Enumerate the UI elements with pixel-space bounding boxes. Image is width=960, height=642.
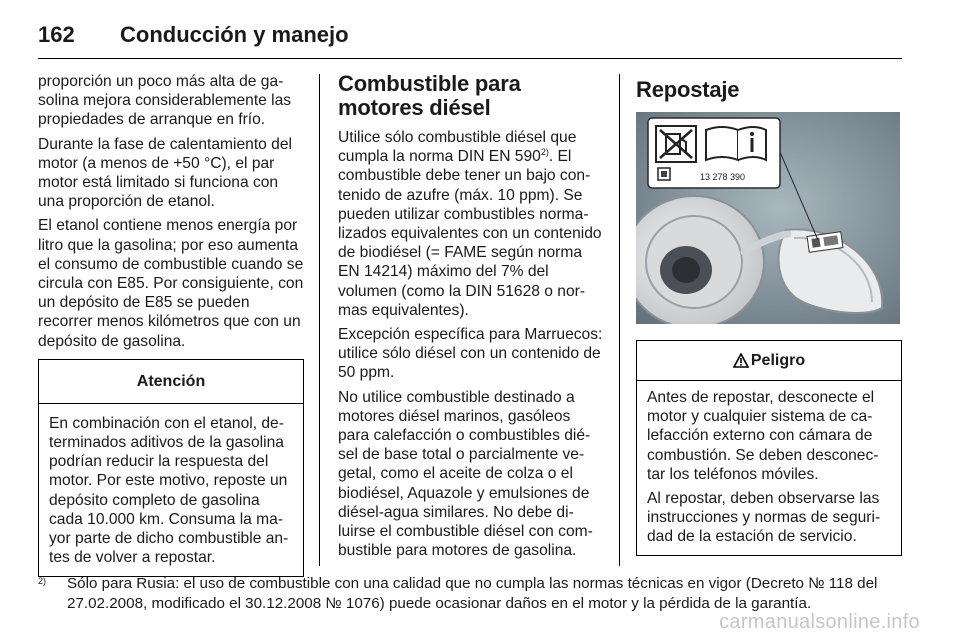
page-header <box>38 18 902 60</box>
column-divider-1 <box>319 74 320 566</box>
fuel-flap-illustration <box>636 112 900 324</box>
footnote <box>38 574 908 613</box>
danger-text: Al repostar, deben observarse las instrucciones y normas de seguridad de la estación de servicio. <box>647 490 881 546</box>
column-divider-2 <box>619 74 620 566</box>
page-title: Conducción y manejo <box>120 22 349 47</box>
paragraph: Excepción específica para Marruecos: utilice sólo diésel con un contenido de 50 ppm. <box>338 326 603 382</box>
footnote-ref: 2) <box>540 147 549 158</box>
footnote-text: Sólo para Rusia: el uso de combustible con una calidad que no cumpla las normas técnicas en vigor (Decreto № 118 del 27.02.2008, modificado el 30.12.2008 № 1076) puede ocasionar daños en el motor y la pérdida de la garantía. <box>67 575 878 612</box>
page-number: 162 <box>38 22 75 47</box>
attention-box <box>38 359 304 578</box>
paragraph: El etanol contiene menos energía por litro que la gasolina; por eso aumenta el consumo de combustible cuando se circula con E85. Por consiguiente, con un depósito de E85 se pueden recorrer menos kilómetros que con un depósito de gasolina. <box>38 217 304 350</box>
paragraph-text: Utilice sólo combustible diésel que cumpla la norma DIN EN 590 <box>338 129 577 166</box>
danger-text: Antes de repostar, desconecte el motor y cualquier sistema de calefacción externo con cámara de combustión. Se deben desconectar los teléfonos móviles. <box>647 389 879 483</box>
fuel-flap-drawing <box>636 112 900 324</box>
danger-header <box>637 341 901 381</box>
section-heading-diesel: Combustible para motores diésel <box>338 71 521 120</box>
watermark: carmanualsonline.info <box>719 611 920 633</box>
paragraph <box>338 128 604 320</box>
paragraph: No utilice combustible destinado a motores diésel marinos, gasóleos para calefacción o combustibles diésel de base total o parcialmente vegetal, como el aceite de colza o el biodiésel, Aquazole y emulsiones de diésel-agua similares. No debe diluirse el combustible diésel con combustible para motores de gasolina. <box>338 388 593 560</box>
column-right <box>636 72 902 556</box>
attention-title: Atención <box>39 360 303 404</box>
section-heading-refuel: Repostaje <box>636 77 740 102</box>
danger-title: Peligro <box>750 351 806 369</box>
no-fuel-icon <box>656 126 696 162</box>
figure-label: 13 278 390 <box>700 172 746 182</box>
footnote-mark: 2) <box>38 576 47 586</box>
column-left <box>38 72 304 577</box>
paragraph: Durante la fase de calentamiento del motor (a menos de +50 °C), el par motor está limitado si funciona con una proporción de etanol. <box>38 135 292 211</box>
attention-text: En combinación con el etanol, determinados aditivos de la gasolina podrían reducir la respuesta del motor. Por este motivo, reposte un depósito completo de gasolina cada 10.000 km. Consuma la mayor parte de dicho combustible antes de volver a repostar. <box>49 414 289 567</box>
header-divider <box>38 58 902 59</box>
manual-book-icon <box>706 127 766 160</box>
warning-triangle-icon <box>733 353 749 368</box>
column-middle <box>338 72 604 565</box>
paragraph-text: . El combustible debe tener un bajo contenido de azufre (máx. 10 ppm). Se pueden utilizar combustibles normalizados equivalentes con un contenido de biodiésel (= FAME según norma EN 14214) máximo del 7% del volumen (como la DIN 51628 o normas equivalentes). <box>338 148 602 319</box>
paragraph: proporción un poco más alta de gasolina mejora considerablemente las propiedades de arranque en frío. <box>38 73 292 129</box>
danger-box <box>636 340 902 556</box>
